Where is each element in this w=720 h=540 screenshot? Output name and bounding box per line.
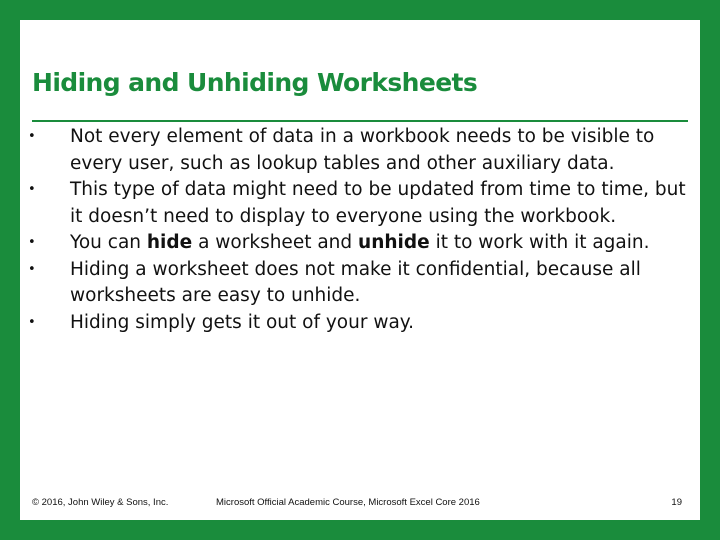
footer-copyright: © 2016, John Wiley & Sons, Inc. (32, 497, 169, 508)
title-divider (32, 120, 688, 122)
keyword-hide: hide (146, 232, 193, 253)
bullet-text: Not every element of data in a workbook needs to be visible to every user, such as lookup tables and other auxiliary data. (70, 126, 655, 174)
slide-title: Hiding and Unhiding Worksheets (32, 68, 478, 97)
bullet-item (28, 310, 688, 337)
page-number: 19 (671, 497, 682, 508)
bullet-list (28, 124, 688, 336)
bullet-dot: • (28, 129, 36, 144)
bullet-item (28, 124, 688, 177)
bullet-dot: • (28, 261, 36, 277)
bullet-item (28, 257, 688, 310)
bullet-text: it to work with it again. (429, 232, 650, 253)
bullet-dot: • (28, 182, 36, 197)
bullet-dot: • (28, 314, 36, 330)
bullet-text: This type of data might need to be updated from time to time, but it doesn’t need to display to everyone using the workbook. (70, 179, 686, 227)
bullet-dot: • (28, 235, 36, 250)
footer-course: Microsoft Official Academic Course, Microsoft Excel Core 2016 (216, 497, 480, 508)
bullet-text: a worksheet and (192, 232, 359, 253)
bullet-text: Hiding a worksheet does not make it confidential, because all worksheets are easy to unhide. (70, 258, 641, 306)
keyword-unhide: unhide (358, 232, 430, 253)
bullet-item (28, 177, 688, 230)
bullet-text: You can (70, 232, 147, 253)
bullet-item (28, 230, 688, 257)
bullet-text: Hiding simply gets it out of your way. (70, 311, 414, 333)
